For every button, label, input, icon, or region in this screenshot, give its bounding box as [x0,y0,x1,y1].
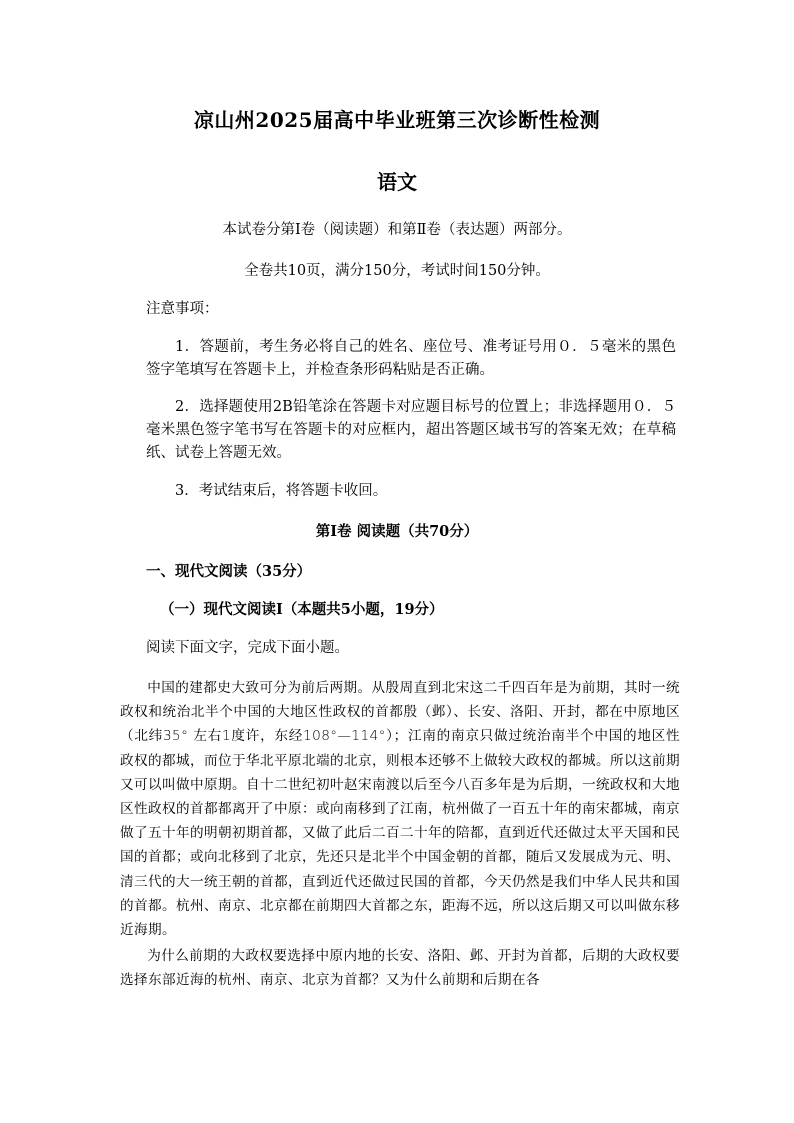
exam-intro-structure: 本试卷分第Ⅰ卷（阅读题）和第Ⅱ卷（表达题）两部分。 [222,222,572,238]
exam-intro-duration: 全卷共10页，满分150分，考试时间150分钟。 [244,263,550,279]
part-title: 第Ⅰ卷 阅读题（共70分） [315,523,479,540]
passage-paragraph-1: 中国的建都史大致可分为前后两期。从殷周直到北宋这二千四百年是为前期，其时一统政权和统治北半个中国的大地区性政权的首都殷（邺）、长安、洛阳、开封，都在中原地区（北纬35° 左右1度许，东经108°—114°）；江南的南京只做过统治南半个中国的地区性政权的都城，而位于华北平原北端的北京，则根本还够不上做较大政权的都城。所以这前期又可以叫做中原期。自十二世纪初叶赵宋南渡以后至今八百多年是为后期，一统政权和大地区性政权的首都都离开了中原：或向南移到了江南，杭州做了一百五十年的南宋都城，南京做了五十年的明朝初期首都，又做了此后二百二十年的陪都，直到近代还做过太平天国和民国的首都；或向北移到了北京，先还只是北半个中国金朝的首都，随后又发展成为元、明、清三代的大一统王朝的首都，直到近代还做过民国的首都，今天仍然是我们中华人民共和国的首都。杭州、南京、北京都在前期四大首都之东，距海不远，所以这后期又可以叫做东移近海期。 [120,680,680,939]
section-title: 一、现代文阅读（35分） [146,563,312,580]
passage-paragraph-2: 为什么前期的大政权要选择中原内地的长安、洛阳、邺、开封为首都，后期的大政权要选择东部近海的杭州、南京、北京为首都？又为什么前期和后期在各 [120,948,680,989]
notice-item-3: 3．考试结束后，将答题卡收回。 [175,483,388,499]
reading-section-title: （一）现代文阅读Ⅰ（本题共5小题，19分） [160,601,444,618]
notice-item-2: 2．选择题使用2B铅笔涂在答题卡对应题目标号的位置上；非选择题用０．５毫米黑色签字笔书写在答题卡的对应框内，超出答题区域书写的答案无效；在草稿纸、试卷上答题无效。 [146,399,676,461]
exam-title: 凉山州2025届高中毕业班第三次诊断性检测 [193,108,601,132]
subject-title: 语文 [377,170,417,194]
notice-item-1: 1．答题前，考生务必将自己的姓名、座位号、准考证号用０．５毫米的黑色签字笔填写在答题卡上，并检查条形码粘贴是否正确。 [146,339,676,378]
notice-label: 注意事项： [146,301,219,317]
reading-instruction: 阅读下面文字，完成下面小题。 [146,640,349,656]
